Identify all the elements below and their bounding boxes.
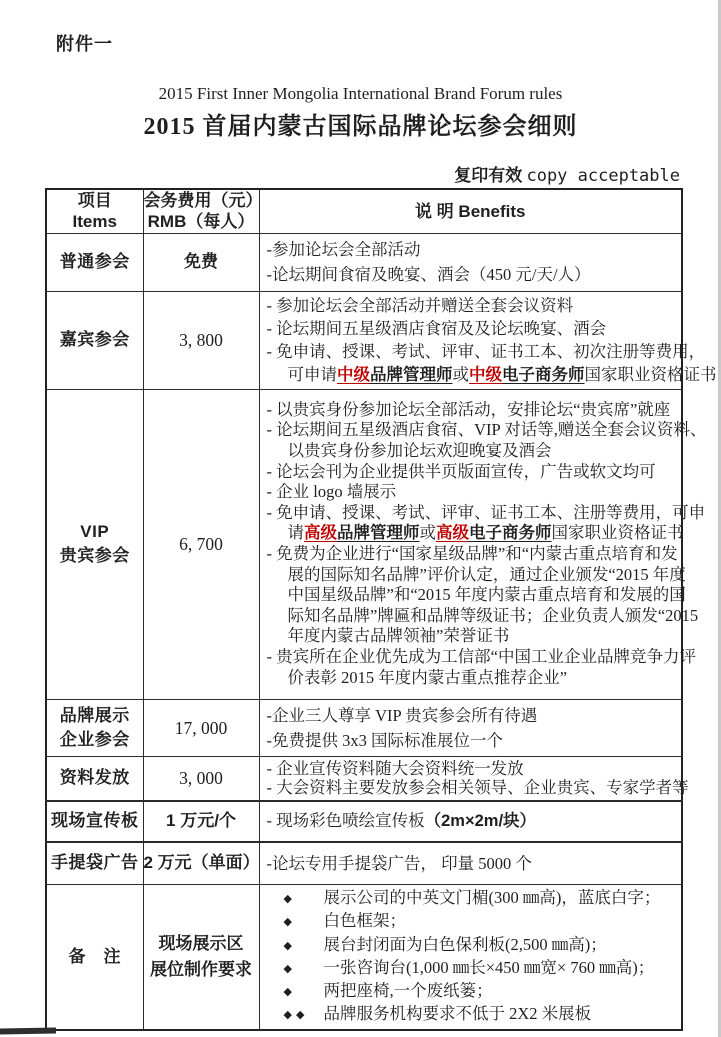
benefit-line bbox=[267, 980, 678, 1003]
benefit-text: - 免申请、授课、考试、评审、证书工本、注册等费用，可申 bbox=[266, 502, 706, 522]
item-cell bbox=[46, 291, 143, 389]
benefit-text: 可申请 bbox=[287, 364, 337, 384]
benefit-text: 国家职业资格证书 bbox=[551, 523, 684, 543]
highlighted-text: 高级 bbox=[304, 524, 337, 543]
benefit-line bbox=[266, 778, 689, 798]
copy-note-english: copy acceptable bbox=[526, 166, 680, 186]
benefit-line bbox=[287, 585, 686, 606]
diamond-bullet-icon: ◆◆ bbox=[283, 1009, 309, 1022]
item-line: 品牌展示 bbox=[59, 705, 130, 725]
benefit-line bbox=[267, 853, 678, 874]
item-line: VIP bbox=[80, 522, 110, 541]
benefit-text: 际知名品牌”牌匾和品牌等级证书；企业负责人颁发“2015 bbox=[287, 605, 699, 625]
benefit-text: 年度内蒙古品牌领袖”荣誉证书 bbox=[287, 626, 510, 646]
header-benefits-cell: 说 明 Benefits bbox=[259, 189, 682, 233]
fee-cell bbox=[143, 885, 259, 1030]
header-items-zh: 项目 bbox=[77, 191, 112, 211]
benefits-cell bbox=[259, 291, 717, 389]
header-fee-line2: RMB（每人） bbox=[147, 212, 255, 232]
benefit-line bbox=[288, 668, 678, 689]
item-cell bbox=[46, 885, 143, 1030]
benefit-text: - 大会资料主要发放参会相关领导、企业贵宾、专家学者等 bbox=[266, 778, 689, 797]
benefit-text: 展台封闭面为白色保利板(2,500 ㎜高)； bbox=[323, 934, 607, 954]
benefit-text: - 免费为企业进行“国家星级品牌”和“内蒙古重点培育和发 bbox=[266, 544, 678, 563]
fee-line: 2 万元（单面） bbox=[143, 853, 260, 873]
attachment-label: 附件一 bbox=[56, 34, 113, 54]
diamond-bullet-icon: ◆ bbox=[283, 939, 296, 952]
benefits-cell bbox=[259, 801, 682, 842]
fee-cell bbox=[143, 756, 259, 801]
item-line: 现场宣传板 bbox=[51, 811, 139, 830]
table-row bbox=[46, 699, 682, 756]
header-row bbox=[46, 189, 682, 233]
benefits-cell bbox=[259, 885, 682, 1030]
benefit-line bbox=[267, 462, 678, 483]
benefit-text: -论坛专用手提袋广告， 印量 5000 个 bbox=[266, 853, 532, 873]
benefit-line bbox=[267, 294, 678, 317]
item-cell bbox=[46, 233, 143, 291]
table-row bbox=[46, 842, 682, 885]
english-title: 2015 First Inner Mongolia International Brand Forum rules bbox=[158, 84, 563, 103]
fee-cell bbox=[143, 801, 259, 842]
benefit-line bbox=[288, 441, 678, 462]
scan-corner-artifact bbox=[0, 1028, 56, 1035]
benefit-text: -企业三人尊享 VIP 贵宾参会所有待遇 bbox=[266, 705, 538, 725]
benefit-line bbox=[266, 502, 706, 524]
benefit-line bbox=[267, 887, 678, 910]
fee-line: 免费 bbox=[184, 252, 218, 271]
fee-line: 17, 000 bbox=[174, 717, 228, 738]
item-cell bbox=[46, 801, 143, 842]
benefit-line bbox=[267, 237, 678, 262]
fee-line: 6, 700 bbox=[179, 534, 223, 554]
benefits-cell bbox=[259, 233, 682, 291]
benefit-text: - 企业宣传资料随大会资料统一发放 bbox=[266, 758, 524, 778]
highlighted-text: 品牌管理师 bbox=[337, 524, 420, 543]
benefit-line bbox=[288, 626, 678, 647]
benefit-line bbox=[287, 605, 699, 627]
benefit-line bbox=[267, 810, 678, 832]
benefit-text: - 以贵宾身份参加论坛全部活动，安排论坛“贵宾席”就座 bbox=[266, 399, 671, 419]
benefits-cell bbox=[259, 699, 682, 756]
benefit-line bbox=[287, 523, 684, 544]
benefit-line bbox=[267, 703, 678, 728]
benefit-line bbox=[267, 317, 678, 340]
benefit-text: 展的国际知名品牌”评价认定，通过企业颁发“2015 年度 bbox=[287, 564, 686, 584]
benefit-text: 价表彰 2015 年度内蒙古重点推荐企业” bbox=[287, 667, 568, 687]
benefit-line bbox=[267, 262, 678, 287]
benefit-text: -参加论坛会全部活动 bbox=[266, 240, 421, 259]
diamond-bullet-icon: ◆ bbox=[283, 962, 296, 975]
header-fee-line1: 会务费用（元） bbox=[143, 191, 263, 211]
item-line: 嘉宾参会 bbox=[59, 330, 130, 349]
page-title: 2015 首届内蒙古国际品牌论坛参会细则 bbox=[143, 114, 578, 140]
benefits-cell bbox=[259, 389, 707, 699]
fee-line: 1 万元/个 bbox=[166, 811, 236, 830]
benefit-text: 国家职业资格证书 bbox=[584, 364, 717, 384]
benefit-line bbox=[287, 564, 686, 586]
benefit-text: - 论坛期间五星级酒店食宿及及论坛晚宴、酒会 bbox=[266, 318, 607, 338]
diamond-bullet-icon: ◆ bbox=[283, 893, 296, 905]
benefit-line bbox=[267, 957, 678, 980]
benefit-line bbox=[267, 910, 678, 933]
fee-line: 3, 000 bbox=[179, 768, 223, 788]
item-line: 手提袋广告 bbox=[51, 853, 139, 873]
item-cell bbox=[46, 389, 143, 699]
table-row bbox=[46, 389, 682, 699]
benefit-line bbox=[266, 646, 696, 668]
fee-line: 展位制作要求 bbox=[150, 959, 252, 979]
item-cell bbox=[46, 756, 143, 801]
benefit-text: 或 bbox=[452, 364, 469, 384]
benefit-text: 两把座椅,一个废纸篓； bbox=[323, 981, 493, 1001]
header-fee-cell bbox=[143, 189, 263, 233]
table-row bbox=[46, 233, 682, 291]
benefit-text: 品牌服务机构要求不低于 2X2 米展板 bbox=[323, 1004, 592, 1024]
benefit-text: 一张咨询台(1,000 ㎜长×450 ㎜宽× 760 ㎜高)； bbox=[323, 957, 655, 977]
benefit-text: - 贵宾所在企业优先成为工信部“中国工业企业品牌竞争力评 bbox=[266, 646, 696, 666]
highlighted-text: 电子商务师 bbox=[469, 524, 552, 543]
benefit-line bbox=[287, 363, 717, 387]
item-line: 企业参会 bbox=[59, 729, 130, 749]
benefit-text: - 参加论坛会全部活动并赠送全套会议资料 bbox=[266, 295, 574, 315]
item-cell bbox=[46, 699, 143, 756]
benefit-line bbox=[267, 544, 678, 565]
benefit-text: 或 bbox=[419, 523, 436, 543]
benefit-text: 中国星级品牌”和“2015 年度内蒙古重点培育和发展的国 bbox=[287, 585, 686, 605]
benefit-text: - 现场彩色喷绘宣传板 bbox=[266, 811, 425, 830]
highlighted-text: 中级 bbox=[337, 365, 370, 384]
copy-validity-note bbox=[454, 161, 680, 186]
benefit-line bbox=[266, 420, 707, 441]
fee-line: 现场展示区 bbox=[158, 933, 244, 953]
benefit-text: 白色框架； bbox=[323, 911, 406, 931]
benefit-line bbox=[267, 482, 678, 503]
highlighted-text: 高级 bbox=[436, 524, 469, 543]
table-row bbox=[46, 756, 682, 801]
item-line: 贵宾参会 bbox=[59, 546, 130, 565]
table-header bbox=[46, 189, 682, 233]
diamond-bullet-icon: ◆ bbox=[283, 916, 296, 929]
fee-cell bbox=[143, 291, 259, 389]
benefit-text: - 免申请、授课、考试、评审、证书工本、初次注册等费用， bbox=[266, 341, 706, 361]
benefit-line bbox=[266, 340, 706, 363]
diamond-bullet-icon: ◆ bbox=[283, 986, 296, 999]
benefit-text: 请 bbox=[287, 523, 304, 543]
pricing-table bbox=[45, 188, 717, 1031]
item-line: 普通参会 bbox=[59, 252, 130, 271]
table-body bbox=[46, 233, 717, 1030]
table-row bbox=[46, 885, 682, 1030]
benefit-text: 展示公司的中英文门楣(300 ㎜高)，蓝底白字； bbox=[323, 888, 661, 907]
benefit-text: -免费提供 3x3 国际标准展位一个 bbox=[266, 730, 503, 750]
item-cell bbox=[46, 842, 143, 885]
highlighted-text: 电子商务师 bbox=[502, 365, 585, 384]
fee-cell bbox=[143, 699, 259, 756]
benefit-text: - 企业 logo 墙展示 bbox=[266, 482, 397, 502]
fee-line: 3, 800 bbox=[179, 330, 223, 350]
fee-cell bbox=[143, 389, 259, 699]
benefit-text: 以贵宾身份参加论坛欢迎晚宴及酒会 bbox=[287, 441, 552, 461]
benefit-text: - 论坛期间五星级酒店食宿、VIP 对话等,赠送全套会议资料、 bbox=[266, 420, 707, 440]
benefit-line bbox=[267, 400, 678, 421]
header-items-cell bbox=[46, 189, 143, 233]
benefit-line bbox=[267, 934, 678, 957]
benefit-text: - 论坛会刊为企业提供半页版面宣传，广告或软文均可 bbox=[266, 461, 656, 481]
benefit-text: -论坛期间食宿及晚宴、酒会（450 元/天/人） bbox=[266, 265, 591, 284]
fee-cell bbox=[143, 842, 259, 885]
benefit-line bbox=[267, 759, 678, 779]
header-items-en: Items bbox=[72, 212, 117, 232]
highlighted-text: （2m×2m/块） bbox=[424, 812, 537, 830]
benefit-line bbox=[267, 728, 678, 753]
benefit-line bbox=[267, 1003, 678, 1026]
item-line: 资料发放 bbox=[59, 768, 130, 787]
table-row bbox=[46, 291, 682, 389]
benefits-cell bbox=[259, 756, 689, 801]
copy-note-chinese: 复印有效 bbox=[454, 166, 523, 185]
benefits-cell bbox=[259, 842, 682, 885]
highlighted-text: 中级 bbox=[469, 365, 502, 384]
fee-cell bbox=[143, 233, 259, 291]
highlighted-text: 品牌管理师 bbox=[370, 365, 453, 384]
table-row bbox=[46, 801, 682, 842]
item-line: 备 注 bbox=[68, 946, 121, 966]
